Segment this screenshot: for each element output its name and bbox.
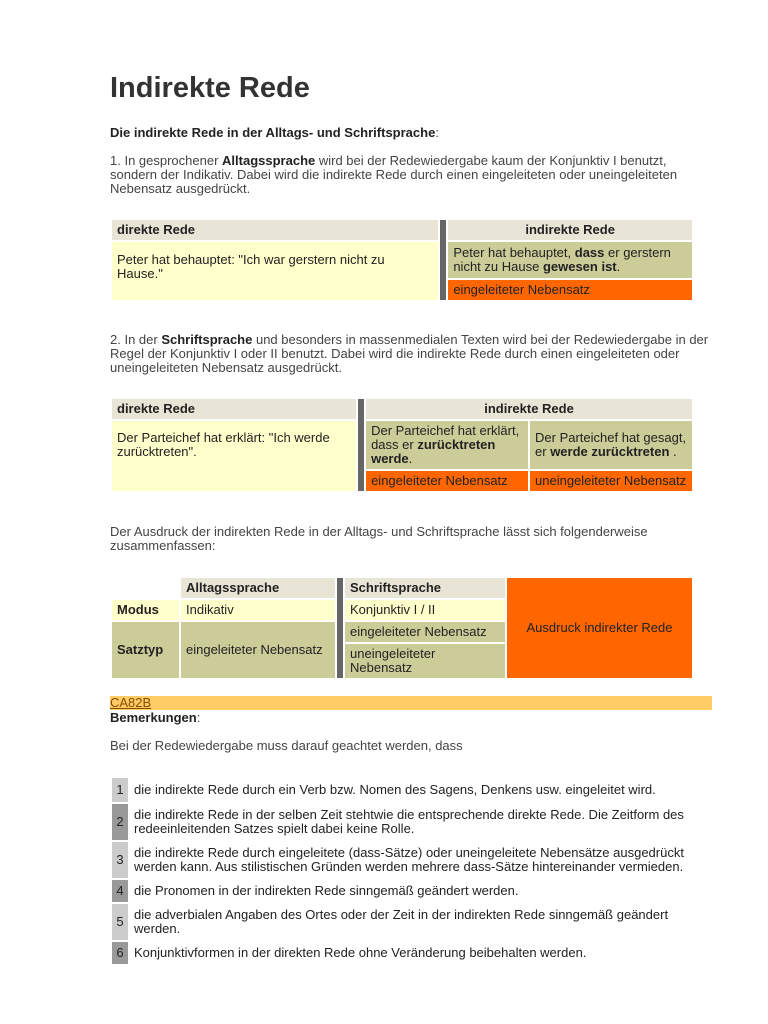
remarks-bold: Bemerkungen bbox=[110, 710, 197, 725]
table1-ind-e: . bbox=[616, 259, 621, 274]
table3-satztyp-label: Satztyp bbox=[112, 622, 179, 678]
remarks-rest: : bbox=[196, 710, 201, 725]
table2-direct-cell: Der Parteichef hat erklärt: "Ich werde zurücktreten". bbox=[112, 421, 356, 491]
paragraph-1 bbox=[110, 154, 712, 196]
table1-header-indirect: indirekte Rede bbox=[448, 220, 692, 240]
table2-c2-c: . bbox=[669, 444, 677, 459]
table1-header-direct: direkte Rede bbox=[112, 220, 438, 240]
remarks-heading bbox=[110, 711, 712, 725]
para2-bold: Schriftsprache bbox=[161, 332, 253, 347]
table2-label-2: uneingeleiteter Nebensatz bbox=[530, 471, 692, 491]
paragraph-2 bbox=[110, 333, 712, 375]
list-item bbox=[112, 942, 688, 964]
table2-c2-a: Der Parteichef hat gesagt, er bbox=[535, 430, 687, 459]
table2-c1-b: zurücktreten werde bbox=[371, 437, 496, 466]
table1-ind-d: gewesen ist bbox=[542, 259, 617, 274]
table1-ind-b: dass bbox=[574, 245, 605, 260]
table-schriftsprache bbox=[110, 397, 694, 493]
table2-label-1: eingeleiteter Nebensatz bbox=[366, 471, 528, 491]
remarks-list bbox=[110, 776, 690, 966]
list-number: 1 bbox=[112, 778, 128, 802]
table2-c1-a: Der Parteichef hat erklärt, dass er bbox=[371, 423, 520, 452]
table1-ind-a: Peter hat behauptet, bbox=[453, 245, 575, 260]
para1-bold: Alltagssprache bbox=[222, 153, 316, 168]
table1-label: eingeleiteter Nebensatz bbox=[448, 280, 692, 300]
list-number: 4 bbox=[112, 880, 128, 902]
table2-header-direct: direkte Rede bbox=[112, 399, 356, 419]
table1-indirect-cell bbox=[448, 242, 692, 278]
list-item bbox=[112, 904, 688, 940]
table3-konjunktiv: Konjunktiv I / II bbox=[345, 600, 505, 620]
table3-header-schrift: Schriftsprache bbox=[345, 578, 505, 598]
list-number: 5 bbox=[112, 904, 128, 940]
list-item bbox=[112, 880, 688, 902]
table3-ausdruck: Ausdruck indirekter Rede bbox=[507, 578, 692, 678]
list-number: 3 bbox=[112, 842, 128, 878]
intro-rest: : bbox=[435, 125, 439, 140]
list-text: die adverbialen Angaben des Ortes oder der Zeit in der indirekten Rede sinngemäß geändert werden. bbox=[134, 907, 669, 936]
table3-empty-corner bbox=[112, 578, 179, 598]
table3-divider bbox=[337, 578, 343, 678]
list-text: die Pronomen in der indirekten Rede sinngemäß geändert werden. bbox=[134, 883, 519, 898]
table3-header-alltag: Alltagssprache bbox=[181, 578, 335, 598]
table3-modus-label: Modus bbox=[112, 600, 179, 620]
list-text: die indirekte Rede durch ein Verb bzw. Nomen des Sagens, Denkens usw. eingeleitet wird. bbox=[134, 782, 656, 797]
table-alltagssprache bbox=[110, 218, 694, 302]
para1-a: 1. In gesprochener bbox=[110, 153, 223, 168]
list-number: 2 bbox=[112, 804, 128, 840]
table2-eingeleitet-cell bbox=[366, 421, 528, 469]
table1-divider bbox=[440, 220, 446, 300]
para1-c: wird bei der Redewiedergabe kaum der Konjunktiv I benutzt, sondern der Indikativ. Dabei wird die indirekte Rede durch einen eingeleiteten oder uneingeleiteten Nebensatz ausgedrückt. bbox=[110, 153, 678, 196]
list-item bbox=[112, 804, 688, 840]
table3-indikativ: Indikativ bbox=[181, 600, 335, 620]
intro-bold: Die indirekte Rede in der Alltags- und Schriftsprache bbox=[110, 125, 436, 140]
para2-c: und besonders in massenmedialen Texten wird bei der Redewiedergabe in der Regel der Konjunktiv I oder II benutzt. Dabei wird die indirekte Rede durch einen eingeleiteten oder uneingeleiteten Nebensatz ausgedrückt. bbox=[110, 332, 709, 375]
page-title: Indirekte Rede bbox=[110, 72, 310, 104]
list-number: 6 bbox=[112, 942, 128, 964]
table2-c2-b: werde zurücktreten bbox=[550, 444, 670, 459]
table3-eingeleitet-schrift: eingeleiteter Nebensatz bbox=[345, 622, 505, 642]
table2-header-indirect: indirekte Rede bbox=[366, 399, 692, 419]
table2-uneingeleitet-cell bbox=[530, 421, 692, 469]
table3-uneingeleitet-schrift: uneingeleiteter Nebensatz bbox=[345, 644, 505, 678]
paragraph-3: Der Ausdruck der indirekten Rede in der Alltags- und Schriftsprache lässt sich folgenderweise zusammenfassen: bbox=[110, 524, 648, 553]
list-text: die indirekte Rede in der selben Zeit stehtwie die entsprechende direkte Rede. Die Zeitform des redeeinleitenden Satzes spielt dabei keine Rolle. bbox=[134, 807, 684, 836]
intro-line bbox=[110, 126, 712, 140]
table-summary bbox=[110, 576, 694, 680]
list-item bbox=[112, 842, 688, 878]
table3-eingeleitet-alltag: eingeleiteter Nebensatz bbox=[181, 622, 335, 678]
list-text: die indirekte Rede durch eingeleitete (dass-Sätze) oder uneingeleitete Nebensätze ausgedrückt werden kann. Aus stilistischen Gründen werden mehrere dass-Sätze hintereinander vermieden. bbox=[134, 845, 684, 874]
table1-direct-cell: Peter hat behauptet: "Ich war gerstern nicht zu Hause." bbox=[112, 242, 438, 300]
list-text: Konjunktivformen in der direkten Rede ohne Veränderung beibehalten werden. bbox=[134, 945, 587, 960]
table1-ind-c: er gerstern nicht zu Hause bbox=[453, 245, 671, 274]
list-item bbox=[112, 778, 688, 802]
table2-c1-c: . bbox=[408, 451, 413, 466]
remarks-intro: Bei der Redewiedergabe muss darauf geachtet werden, dass bbox=[110, 738, 463, 753]
table2-divider bbox=[358, 399, 364, 491]
para2-a: 2. In der bbox=[110, 332, 162, 347]
ca82b-link[interactable]: CA82B bbox=[110, 696, 712, 710]
